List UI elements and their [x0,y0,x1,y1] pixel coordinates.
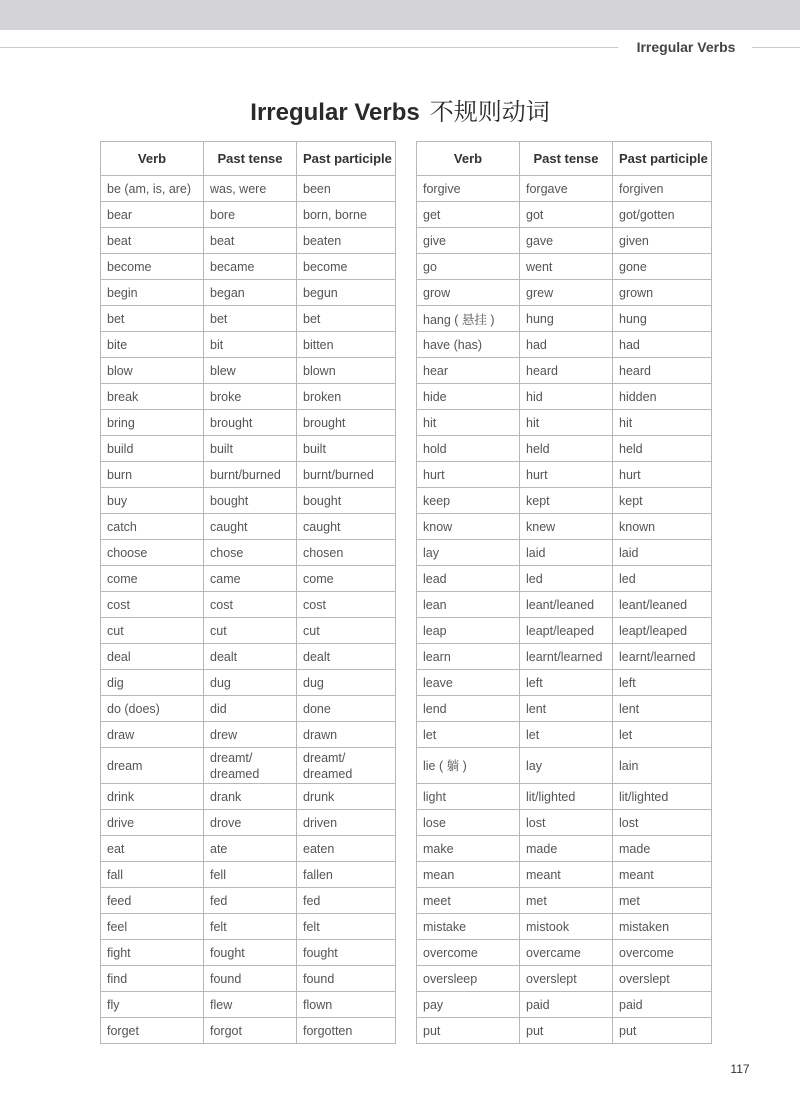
verb-cell: hold [417,436,520,462]
past-participle-cell: mistaken [613,914,712,940]
verb-cell: feed [101,888,204,914]
past-participle-cell: dug [297,670,396,696]
past-participle-cell: fought [297,940,396,966]
past-tense-cell: heard [520,358,613,384]
column-header-past-participle: Past participle [613,142,712,176]
past-participle-cell: lost [613,810,712,836]
table-row [417,670,712,696]
table-row [101,488,396,514]
table-row [417,748,712,784]
running-head: Irregular Verbs [636,39,736,55]
table-row [101,644,396,670]
past-tense-cell: mistook [520,914,613,940]
past-tense-cell: fought [204,940,297,966]
past-tense-cell: held [520,436,613,462]
past-participle-cell: forgiven [613,176,712,202]
verb-cell: leave [417,670,520,696]
verb-cell: dig [101,670,204,696]
past-participle-cell: meant [613,862,712,888]
past-participle-cell: drawn [297,722,396,748]
verb-cell: meet [417,888,520,914]
verb-cell: lay [417,540,520,566]
table-row [101,280,396,306]
table-row [417,940,712,966]
past-participle-cell: chosen [297,540,396,566]
table-row [101,176,396,202]
past-tense-cell: flew [204,992,297,1018]
verb-cell: leap [417,618,520,644]
verb-cell: draw [101,722,204,748]
table-row [101,940,396,966]
past-tense-cell: left [520,670,613,696]
verb-cell: break [101,384,204,410]
past-participle-cell: begun [297,280,396,306]
past-tense-cell: bit [204,332,297,358]
verb-cell: beat [101,228,204,254]
table-row [101,836,396,862]
past-participle-cell: let [613,722,712,748]
table-row [101,254,396,280]
past-participle-cell: leant/leaned [613,592,712,618]
past-tense-cell: lent [520,696,613,722]
column-header-verb: Verb [101,142,204,176]
column-header-past-tense: Past tense [520,142,613,176]
past-participle-cell: dreamt/ dreamed [297,748,396,784]
past-participle-cell: come [297,566,396,592]
past-tense-cell: became [204,254,297,280]
past-tense-cell: made [520,836,613,862]
past-participle-cell: forgotten [297,1018,396,1044]
past-tense-cell: hid [520,384,613,410]
past-tense-cell: leapt/leaped [520,618,613,644]
past-tense-cell: leant/leaned [520,592,613,618]
past-participle-cell: given [613,228,712,254]
past-tense-cell: lost [520,810,613,836]
verb-cell: build [101,436,204,462]
past-tense-cell: led [520,566,613,592]
past-participle-cell: hurt [613,462,712,488]
past-tense-cell: built [204,436,297,462]
past-tense-cell: drank [204,784,297,810]
past-tense-cell: cut [204,618,297,644]
past-participle-cell: leapt/leaped [613,618,712,644]
table-row [101,462,396,488]
table-row [417,618,712,644]
past-tense-cell: was, were [204,176,297,202]
top-band [0,0,800,30]
verb-cell: go [417,254,520,280]
table-row [417,540,712,566]
past-tense-cell: grew [520,280,613,306]
past-participle-cell: learnt/learned [613,644,712,670]
verb-cell: choose [101,540,204,566]
past-participle-cell: held [613,436,712,462]
table-row [417,696,712,722]
page-title-chinese: 不规则动词 [429,98,550,126]
table-row [101,228,396,254]
table-row [417,176,712,202]
verb-cell: begin [101,280,204,306]
past-tense-cell: bore [204,202,297,228]
past-participle-cell: brought [297,410,396,436]
past-tense-cell: beat [204,228,297,254]
table-row [101,618,396,644]
past-participle-cell: kept [613,488,712,514]
past-participle-cell: beaten [297,228,396,254]
past-participle-cell: had [613,332,712,358]
verb-cell: dream [101,748,204,784]
past-participle-cell: met [613,888,712,914]
verb-cell: hit [417,410,520,436]
table-row [417,992,712,1018]
verb-cell: fly [101,992,204,1018]
verb-cell: cost [101,592,204,618]
past-participle-cell: led [613,566,712,592]
verb-cell: feel [101,914,204,940]
past-tense-cell: found [204,966,297,992]
past-participle-cell: bought [297,488,396,514]
past-tense-cell: learnt/learned [520,644,613,670]
table-row [417,410,712,436]
page-title [0,92,800,127]
table-row [417,358,712,384]
past-participle-cell: born, borne [297,202,396,228]
verb-cell: forget [101,1018,204,1044]
past-participle-cell: fallen [297,862,396,888]
past-tense-cell: laid [520,540,613,566]
past-tense-cell: overcame [520,940,613,966]
table-row [101,722,396,748]
verb-cell: bite [101,332,204,358]
table-row [417,514,712,540]
past-participle-cell: broken [297,384,396,410]
past-participle-cell: blown [297,358,396,384]
past-participle-cell: been [297,176,396,202]
past-participle-cell: found [297,966,396,992]
table-row [101,436,396,462]
past-participle-cell: eaten [297,836,396,862]
past-tense-cell: dreamt/ dreamed [204,748,297,784]
verb-cell: drive [101,810,204,836]
table-row [417,784,712,810]
table-row [101,966,396,992]
past-participle-cell: got/gotten [613,202,712,228]
past-tense-cell: let [520,722,613,748]
past-participle-cell: grown [613,280,712,306]
verb-cell: get [417,202,520,228]
verb-cell: mistake [417,914,520,940]
verb-cell: oversleep [417,966,520,992]
past-participle-cell: burnt/burned [297,462,396,488]
table-row [417,1018,712,1044]
past-tense-cell: hung [520,306,613,332]
past-tense-cell: forgot [204,1018,297,1044]
verb-cell: hide [417,384,520,410]
table-row [417,566,712,592]
past-tense-cell: ate [204,836,297,862]
table-row [417,462,712,488]
verb-cell: hang ( 悬挂 ) [417,306,520,332]
verb-cell: burn [101,462,204,488]
past-participle-cell: overcome [613,940,712,966]
past-participle-cell: drunk [297,784,396,810]
verb-cell: deal [101,644,204,670]
past-participle-cell: put [613,1018,712,1044]
table-row [101,306,396,332]
past-tense-cell: knew [520,514,613,540]
verb-cell: do (does) [101,696,204,722]
table-row [101,358,396,384]
past-participle-cell: fed [297,888,396,914]
table-row [101,592,396,618]
table-row [101,540,396,566]
past-participle-cell: done [297,696,396,722]
verb-cell: lose [417,810,520,836]
table-header-row [417,142,712,176]
past-tense-cell: brought [204,410,297,436]
past-tense-cell: forgave [520,176,613,202]
verb-cell: lie ( 躺 ) [417,748,520,784]
table-row [101,748,396,784]
verb-cell: keep [417,488,520,514]
table-row [417,810,712,836]
past-participle-cell: laid [613,540,712,566]
past-participle-cell: left [613,670,712,696]
past-participle-cell: hit [613,410,712,436]
verb-table-right [416,141,712,1044]
verb-cell: mean [417,862,520,888]
past-participle-cell: dealt [297,644,396,670]
table-row [101,914,396,940]
past-participle-cell: cost [297,592,396,618]
table-row [101,888,396,914]
verb-cell: let [417,722,520,748]
table-row [417,436,712,462]
table-row [417,888,712,914]
table-row [101,514,396,540]
verb-cell: hurt [417,462,520,488]
page-number: 117 [730,1062,750,1076]
verb-cell: lend [417,696,520,722]
past-tense-cell: lit/lighted [520,784,613,810]
verb-cell: lean [417,592,520,618]
past-tense-cell: began [204,280,297,306]
past-participle-cell: bitten [297,332,396,358]
verb-cell: give [417,228,520,254]
verb-table-left [100,141,396,1044]
verb-cell: make [417,836,520,862]
verb-cell: pay [417,992,520,1018]
past-participle-cell: lit/lighted [613,784,712,810]
table-row [417,202,712,228]
table-row [101,202,396,228]
past-participle-cell: felt [297,914,396,940]
verb-cell: catch [101,514,204,540]
past-tense-cell: broke [204,384,297,410]
past-tense-cell: felt [204,914,297,940]
verb-cell: overcome [417,940,520,966]
table-row [417,488,712,514]
table-row [417,332,712,358]
table-row [417,280,712,306]
past-tense-cell: overslept [520,966,613,992]
past-tense-cell: drew [204,722,297,748]
table-row [101,332,396,358]
past-tense-cell: did [204,696,297,722]
past-participle-cell: cut [297,618,396,644]
table-row [417,228,712,254]
past-tense-cell: fed [204,888,297,914]
past-participle-cell: bet [297,306,396,332]
past-tense-cell: had [520,332,613,358]
past-tense-cell: caught [204,514,297,540]
past-participle-cell: caught [297,514,396,540]
table-row [101,410,396,436]
past-tense-cell: got [520,202,613,228]
verb-cell: learn [417,644,520,670]
verb-cell: buy [101,488,204,514]
past-tense-cell: meant [520,862,613,888]
past-participle-cell: flown [297,992,396,1018]
table-row [417,592,712,618]
past-tense-cell: went [520,254,613,280]
past-tense-cell: dug [204,670,297,696]
past-tense-cell: hurt [520,462,613,488]
table-row [417,644,712,670]
table-row [101,1018,396,1044]
past-participle-cell: made [613,836,712,862]
header-rule-right [752,47,800,48]
table-row [101,992,396,1018]
column-header-verb: Verb [417,142,520,176]
past-participle-cell: gone [613,254,712,280]
verb-cell: bring [101,410,204,436]
past-tense-cell: met [520,888,613,914]
past-participle-cell: overslept [613,966,712,992]
table-row [101,384,396,410]
past-tense-cell: fell [204,862,297,888]
verb-cell: bet [101,306,204,332]
verb-cell: lead [417,566,520,592]
past-tense-cell: cost [204,592,297,618]
verb-cell: fight [101,940,204,966]
verb-cell: be (am, is, are) [101,176,204,202]
past-participle-cell: lain [613,748,712,784]
past-participle-cell: heard [613,358,712,384]
verb-cell: come [101,566,204,592]
header-rule-left [0,47,618,48]
verb-cell: have (has) [417,332,520,358]
table-row [101,696,396,722]
past-tense-cell: paid [520,992,613,1018]
past-tense-cell: chose [204,540,297,566]
table-row [417,836,712,862]
table-row [101,670,396,696]
verb-cell: put [417,1018,520,1044]
past-participle-cell: become [297,254,396,280]
past-tense-cell: burnt/burned [204,462,297,488]
verb-cell: fall [101,862,204,888]
table-row [417,862,712,888]
past-participle-cell: paid [613,992,712,1018]
table-row [417,722,712,748]
verb-cell: become [101,254,204,280]
verb-cell: bear [101,202,204,228]
past-participle-cell: known [613,514,712,540]
past-tense-cell: bet [204,306,297,332]
verb-cell: light [417,784,520,810]
past-tense-cell: dealt [204,644,297,670]
verb-cell: cut [101,618,204,644]
past-participle-cell: lent [613,696,712,722]
past-participle-cell: hung [613,306,712,332]
verb-cell: know [417,514,520,540]
table-row [417,914,712,940]
verb-cell: grow [417,280,520,306]
table-row [101,862,396,888]
column-header-past-participle: Past participle [297,142,396,176]
table-row [417,254,712,280]
verb-cell: forgive [417,176,520,202]
verb-cell: hear [417,358,520,384]
past-participle-cell: built [297,436,396,462]
past-tense-cell: drove [204,810,297,836]
past-participle-cell: hidden [613,384,712,410]
table-header-row [101,142,396,176]
table-row [101,810,396,836]
past-participle-cell: driven [297,810,396,836]
column-header-past-tense: Past tense [204,142,297,176]
page-title-english: Irregular Verbs [250,99,420,126]
table-row [101,784,396,810]
table-row [417,306,712,332]
verb-cell: eat [101,836,204,862]
table-row [417,966,712,992]
past-tense-cell: kept [520,488,613,514]
past-tense-cell: put [520,1018,613,1044]
past-tense-cell: bought [204,488,297,514]
table-row [101,566,396,592]
verb-cell: blow [101,358,204,384]
past-tense-cell: hit [520,410,613,436]
verb-cell: find [101,966,204,992]
past-tense-cell: gave [520,228,613,254]
verb-cell: drink [101,784,204,810]
past-tense-cell: lay [520,748,613,784]
table-row [417,384,712,410]
past-tense-cell: blew [204,358,297,384]
past-tense-cell: came [204,566,297,592]
